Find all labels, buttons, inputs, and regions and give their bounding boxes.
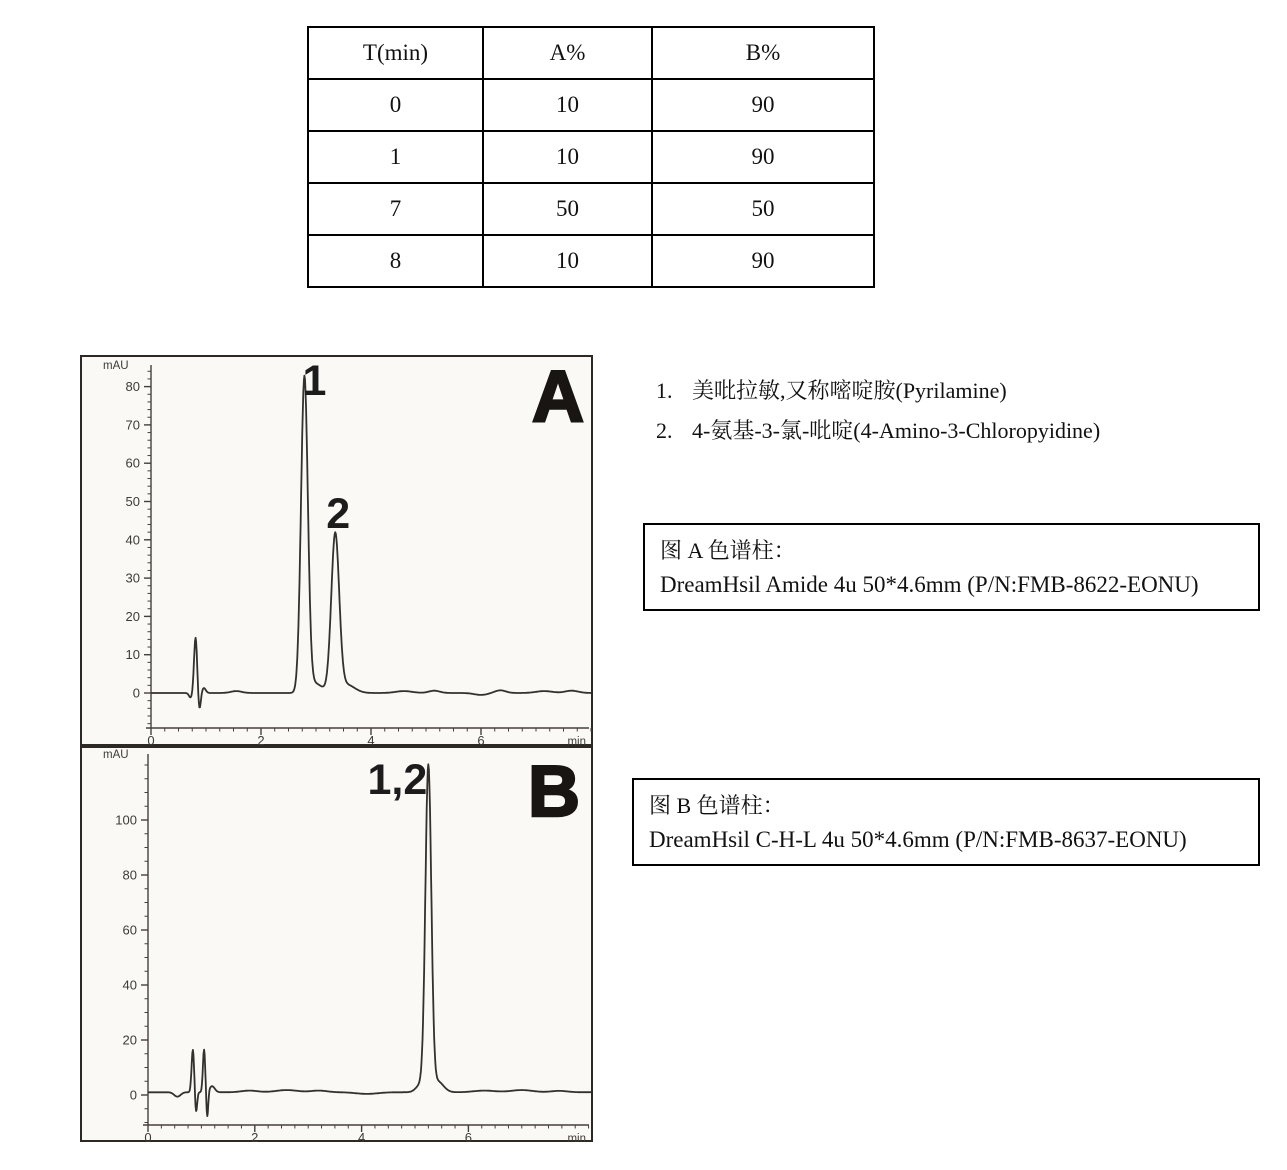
legend-item-2 (656, 411, 1100, 451)
legend-item-1-text: 美吡拉敏,又称嘧啶胺(Pyrilamine) (692, 378, 1007, 403)
svg-text:6: 6 (477, 733, 485, 746)
chromatogram-a-plot (80, 355, 593, 746)
svg-text:20: 20 (125, 608, 140, 624)
y-axis-unit-b: mAU (103, 749, 129, 761)
table-header-cell: A% (483, 27, 652, 79)
peak-label-1,2: 1,2 (367, 756, 428, 804)
table-cell: 10 (483, 235, 652, 287)
column-info-b-detail: DreamHsil C-H-L 4u 50*4.6mm (P/N:FMB-8637-EONU) (649, 827, 1187, 852)
legend-item-1-number: 1. (656, 378, 673, 403)
svg-text:0: 0 (144, 1130, 152, 1142)
table-row (308, 79, 874, 131)
svg-text:30: 30 (125, 570, 140, 586)
legend-item-2-number: 2. (656, 418, 673, 443)
column-info-b-title: 图 B 色谱柱： (649, 793, 785, 818)
svg-text:60: 60 (125, 455, 140, 471)
y-axis-unit-a: mAU (103, 360, 129, 372)
peak-label-1: 1 (302, 357, 327, 405)
table-cell: 8 (308, 235, 483, 287)
svg-text:60: 60 (122, 922, 137, 938)
svg-text:2: 2 (257, 733, 265, 746)
column-info-box-a (643, 523, 1260, 611)
table-row (308, 131, 874, 183)
compound-legend (656, 371, 1100, 451)
table-cell: 90 (652, 79, 874, 131)
table-cell: 10 (483, 79, 652, 131)
svg-text:0: 0 (132, 685, 140, 701)
chromatogram-panel-b (80, 746, 593, 1142)
svg-text:6: 6 (464, 1130, 473, 1142)
column-info-a-detail: DreamHsil Amide 4u 50*4.6mm (P/N:FMB-8622-EONU) (660, 572, 1199, 597)
svg-text:10: 10 (125, 647, 140, 663)
legend-item-1 (656, 371, 1100, 411)
svg-text:2: 2 (251, 1130, 259, 1142)
table-cell: 50 (652, 183, 874, 235)
table-cell: 0 (308, 79, 483, 131)
panel-letter-B: B (528, 752, 580, 832)
table-row (308, 183, 874, 235)
svg-text:40: 40 (122, 977, 137, 993)
table-cell: 7 (308, 183, 483, 235)
table-row (308, 235, 874, 287)
svg-text:4: 4 (367, 733, 375, 746)
svg-text:40: 40 (125, 532, 140, 548)
svg-text:0: 0 (147, 733, 155, 746)
table-header-cell: T(min) (308, 27, 483, 79)
table-cell: 90 (652, 131, 874, 183)
table-cell: 10 (483, 131, 652, 183)
svg-text:80: 80 (125, 379, 140, 395)
panel-frame-b (81, 747, 592, 1141)
svg-text:0: 0 (129, 1087, 137, 1103)
gradient-table (307, 26, 875, 288)
chromatogram-panel-a (80, 355, 593, 746)
chromatogram-b-plot (80, 746, 593, 1142)
column-info-a-title: 图 A 色谱柱： (660, 538, 796, 563)
table-header-row (308, 27, 874, 79)
svg-text:50: 50 (125, 494, 140, 509)
svg-text:4: 4 (357, 1130, 366, 1142)
column-info-box-b (632, 778, 1260, 866)
panel-letter-A: A (532, 357, 584, 437)
x-axis-unit-b: min (567, 1133, 586, 1142)
legend-item-2-text: 4-氨基-3-氯-吡啶(4-Amino-3-Chloropyidine) (692, 418, 1101, 443)
peak-label-2: 2 (326, 490, 351, 538)
table-cell: 1 (308, 131, 483, 183)
svg-text:100: 100 (115, 812, 137, 828)
table-cell: 90 (652, 235, 874, 287)
svg-text:80: 80 (122, 867, 137, 883)
table-cell: 50 (483, 183, 652, 235)
svg-text:70: 70 (125, 417, 140, 433)
table-header-cell: B% (652, 27, 874, 79)
x-axis-unit-a: min (567, 736, 586, 746)
svg-text:20: 20 (122, 1032, 137, 1048)
